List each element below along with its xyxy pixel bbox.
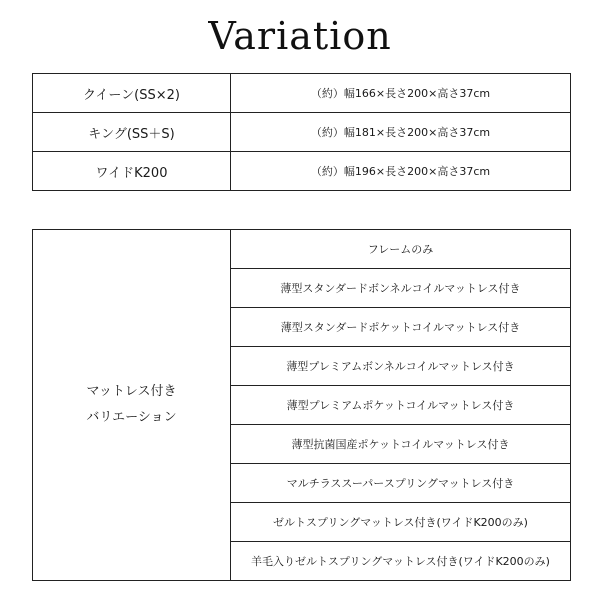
variation-label-cell (33, 230, 231, 581)
page-title: Variation (208, 14, 392, 58)
size-dimensions-cell: （約）幅166×長さ200×高さ37cm (231, 74, 571, 113)
variation-option: 薄型スタンダードポケットコイルマットレス付き (231, 308, 571, 347)
size-model-cell: クイーン(SS×2) (33, 74, 231, 113)
variation-option: 薄型スタンダードボンネルコイルマットレス付き (231, 269, 571, 308)
variation-option: フレームのみ (231, 230, 571, 269)
table-row (33, 152, 571, 191)
variation-label-line1: マットレス付き (86, 384, 177, 399)
table-row (33, 74, 571, 113)
variation-option: 薄型プレミアムボンネルコイルマットレス付き (231, 347, 571, 386)
size-model-cell: キング(SS＋S) (33, 113, 231, 152)
variation-option: ゼルトスプリングマットレス付き(ワイドK200のみ) (231, 503, 571, 542)
size-model-cell: ワイドK200 (33, 152, 231, 191)
size-table (32, 73, 571, 191)
variation-label-line2: バリエーション (86, 410, 177, 425)
size-dimensions-cell: （約）幅196×長さ200×高さ37cm (231, 152, 571, 191)
table-row (33, 230, 571, 269)
table-row (33, 113, 571, 152)
variation-option: 羊毛入りゼルトスプリングマットレス付き(ワイドK200のみ) (231, 542, 571, 581)
variation-option: マルチラススーパースプリングマットレス付き (231, 464, 571, 503)
variation-option: 薄型抗菌国産ポケットコイルマットレス付き (231, 425, 571, 464)
variation-option: 薄型プレミアムポケットコイルマットレス付き (231, 386, 571, 425)
size-dimensions-cell: （約）幅181×長さ200×高さ37cm (231, 113, 571, 152)
variation-table (32, 229, 571, 581)
